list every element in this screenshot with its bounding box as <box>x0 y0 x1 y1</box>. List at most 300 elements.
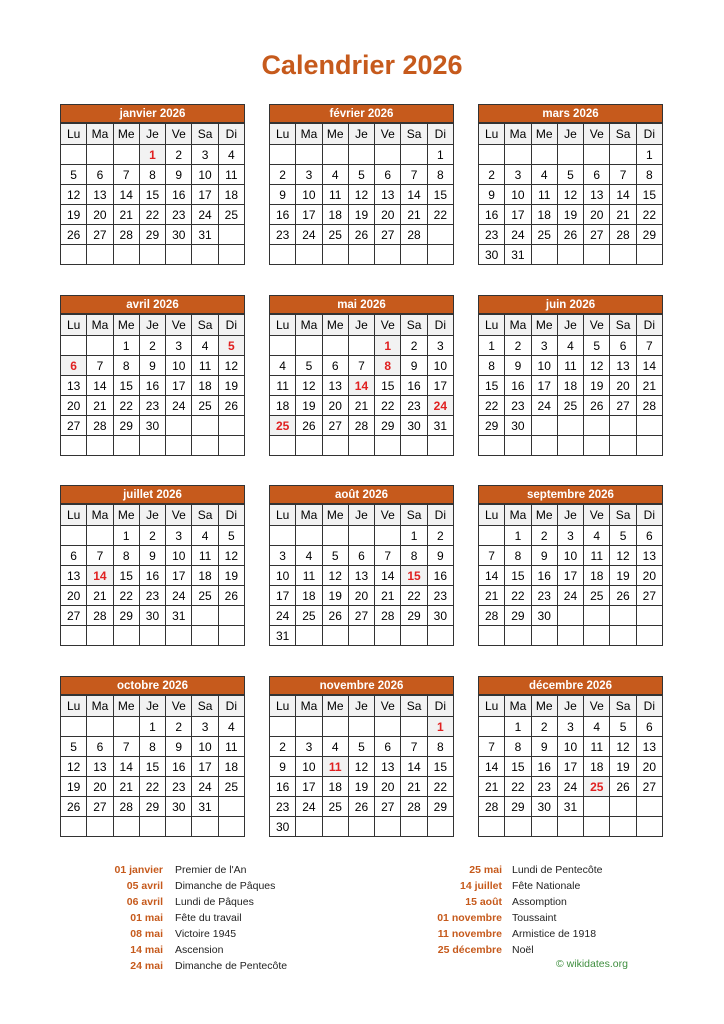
day-cell: 10 <box>270 566 296 586</box>
day-cell: 13 <box>636 737 662 757</box>
day-cell: 31 <box>166 606 192 626</box>
empty-day-cell <box>610 416 636 436</box>
empty-day-cell <box>557 436 583 456</box>
weekday-label: Je <box>139 696 165 717</box>
day-cell: 7 <box>610 165 636 185</box>
day-cell: 1 <box>479 336 505 356</box>
day-cell: 3 <box>427 336 453 356</box>
empty-day-cell <box>427 817 453 837</box>
day-cell: 22 <box>113 586 139 606</box>
day-cell: 6 <box>322 356 348 376</box>
day-cell: 2 <box>505 336 531 356</box>
day-cell: 20 <box>87 777 113 797</box>
day-cell: 3 <box>557 526 583 546</box>
holiday-row <box>0 862 362 878</box>
weekday-label: Sa <box>192 696 218 717</box>
holiday-date: 08 mai <box>130 928 163 940</box>
empty-day-cell <box>610 817 636 837</box>
day-cell: 26 <box>61 225 87 245</box>
day-cell: 13 <box>584 185 610 205</box>
day-cell: 8 <box>401 546 427 566</box>
day-cell: 14 <box>401 185 427 205</box>
empty-day-cell <box>427 225 453 245</box>
day-cell: 16 <box>427 566 453 586</box>
day-cell: 12 <box>610 737 636 757</box>
day-cell: 17 <box>531 376 557 396</box>
empty-day-cell <box>139 817 165 837</box>
day-cell: 22 <box>479 396 505 416</box>
empty-day-cell <box>557 145 583 165</box>
day-cell: 13 <box>87 757 113 777</box>
day-cell: 25 <box>192 586 218 606</box>
empty-day-cell <box>192 436 218 456</box>
empty-day-cell <box>270 336 296 356</box>
day-cell: 9 <box>166 165 192 185</box>
empty-day-cell <box>401 817 427 837</box>
weekday-label: Me <box>531 696 557 717</box>
day-cell: 4 <box>192 336 218 356</box>
day-cell: 22 <box>113 396 139 416</box>
day-cell: 12 <box>322 566 348 586</box>
month-header: février 2026 <box>269 104 454 123</box>
day-cell: 27 <box>584 225 610 245</box>
day-cell: 20 <box>348 586 374 606</box>
holiday-day-cell: 1 <box>139 145 165 165</box>
empty-day-cell <box>296 717 322 737</box>
month-8 <box>478 485 663 646</box>
day-cell: 29 <box>113 416 139 436</box>
weekday-label: Ma <box>296 315 322 336</box>
day-cell: 22 <box>375 396 401 416</box>
empty-day-cell <box>192 626 218 646</box>
day-cell: 5 <box>348 165 374 185</box>
month-0 <box>60 104 245 265</box>
empty-day-cell <box>166 436 192 456</box>
day-cell: 20 <box>322 396 348 416</box>
day-cell: 1 <box>636 145 662 165</box>
day-cell: 16 <box>270 205 296 225</box>
day-cell: 29 <box>427 797 453 817</box>
day-cell: 12 <box>218 356 244 376</box>
day-cell: 17 <box>427 376 453 396</box>
holidays-list-right <box>362 862 724 958</box>
day-cell: 7 <box>636 336 662 356</box>
empty-day-cell <box>218 626 244 646</box>
month-10 <box>269 676 454 837</box>
empty-day-cell <box>610 606 636 626</box>
holiday-row <box>0 910 362 926</box>
holiday-name: Dimanche de Pâques <box>175 880 276 892</box>
day-cell: 16 <box>166 757 192 777</box>
holiday-name: Fête du travail <box>175 912 242 924</box>
day-cell: 20 <box>610 376 636 396</box>
day-cell: 28 <box>636 396 662 416</box>
day-cell: 25 <box>531 225 557 245</box>
weekday-label: Lu <box>479 124 505 145</box>
month-header: janvier 2026 <box>60 104 245 123</box>
weekday-label: Ma <box>87 124 113 145</box>
day-cell: 19 <box>610 757 636 777</box>
empty-day-cell <box>87 717 113 737</box>
weekday-label: Sa <box>192 505 218 526</box>
empty-day-cell <box>61 336 87 356</box>
empty-day-cell <box>296 436 322 456</box>
empty-day-cell <box>557 817 583 837</box>
day-cell: 26 <box>218 586 244 606</box>
month-header: octobre 2026 <box>60 676 245 695</box>
day-cell: 31 <box>192 797 218 817</box>
day-cell: 24 <box>192 777 218 797</box>
empty-day-cell <box>87 817 113 837</box>
day-cell: 21 <box>401 205 427 225</box>
empty-day-cell <box>192 606 218 626</box>
day-cell: 26 <box>322 606 348 626</box>
empty-day-cell <box>427 626 453 646</box>
holiday-day-cell: 25 <box>584 777 610 797</box>
weekday-label: Me <box>322 315 348 336</box>
weekday-label: Ve <box>375 696 401 717</box>
weekday-label: Sa <box>401 315 427 336</box>
day-cell: 6 <box>375 165 401 185</box>
empty-day-cell <box>348 336 374 356</box>
weekday-label: Ve <box>584 124 610 145</box>
weekday-label: Sa <box>192 315 218 336</box>
empty-day-cell <box>296 526 322 546</box>
day-cell: 5 <box>557 165 583 185</box>
empty-day-cell <box>139 245 165 265</box>
day-cell: 16 <box>270 777 296 797</box>
empty-day-cell <box>479 436 505 456</box>
weekday-label: Je <box>348 315 374 336</box>
day-cell: 9 <box>401 356 427 376</box>
day-cell: 15 <box>505 757 531 777</box>
day-cell: 7 <box>87 546 113 566</box>
empty-day-cell <box>401 245 427 265</box>
weekday-label: Lu <box>61 505 87 526</box>
holiday-name: Premier de l'An <box>175 864 247 876</box>
day-cell: 25 <box>192 396 218 416</box>
day-cell: 23 <box>505 396 531 416</box>
day-cell: 6 <box>584 165 610 185</box>
weekday-label: Di <box>636 124 662 145</box>
holiday-date: 01 janvier <box>114 864 163 876</box>
empty-day-cell <box>270 245 296 265</box>
holiday-day-cell: 8 <box>375 356 401 376</box>
day-cell: 3 <box>557 717 583 737</box>
empty-day-cell <box>166 626 192 646</box>
day-cell: 6 <box>636 526 662 546</box>
weekday-label: Ma <box>505 696 531 717</box>
day-cell: 8 <box>139 737 165 757</box>
day-cell: 1 <box>505 526 531 546</box>
empty-day-cell <box>375 245 401 265</box>
empty-day-cell <box>322 145 348 165</box>
day-cell: 13 <box>375 757 401 777</box>
day-cell: 14 <box>375 566 401 586</box>
holiday-day-cell: 24 <box>427 396 453 416</box>
day-cell: 2 <box>401 336 427 356</box>
day-cell: 16 <box>505 376 531 396</box>
holiday-row <box>362 894 724 910</box>
day-cell: 18 <box>531 205 557 225</box>
day-cell: 27 <box>610 396 636 416</box>
month-header: mai 2026 <box>269 295 454 314</box>
day-cell: 23 <box>139 396 165 416</box>
weekday-label: Me <box>531 505 557 526</box>
day-cell: 14 <box>479 757 505 777</box>
day-cell: 24 <box>531 396 557 416</box>
weekday-label: Sa <box>610 696 636 717</box>
holiday-date: 25 décembre <box>437 944 502 956</box>
day-cell: 26 <box>296 416 322 436</box>
day-cell: 20 <box>584 205 610 225</box>
day-cell: 22 <box>636 205 662 225</box>
day-cell: 25 <box>218 777 244 797</box>
day-cell: 29 <box>505 606 531 626</box>
weekday-label: Ma <box>296 696 322 717</box>
empty-day-cell <box>531 817 557 837</box>
empty-day-cell <box>139 626 165 646</box>
day-cell: 4 <box>322 165 348 185</box>
day-cell: 22 <box>505 777 531 797</box>
day-cell: 28 <box>87 416 113 436</box>
month-9 <box>60 676 245 837</box>
holiday-name: Armistice de 1918 <box>512 928 597 940</box>
weekday-label: Ve <box>584 505 610 526</box>
holiday-row <box>0 942 362 958</box>
weekday-label: Me <box>113 696 139 717</box>
day-cell: 19 <box>322 586 348 606</box>
weekday-label: Sa <box>401 124 427 145</box>
day-cell: 27 <box>375 225 401 245</box>
weekday-label: Di <box>218 124 244 145</box>
day-cell: 26 <box>584 396 610 416</box>
day-cell: 21 <box>87 586 113 606</box>
weekday-label: Ma <box>87 315 113 336</box>
day-cell: 25 <box>557 396 583 416</box>
empty-day-cell <box>166 817 192 837</box>
day-cell: 26 <box>348 225 374 245</box>
empty-day-cell <box>375 717 401 737</box>
day-cell: 3 <box>296 737 322 757</box>
empty-day-cell <box>113 145 139 165</box>
day-cell: 15 <box>479 376 505 396</box>
weekday-label: Sa <box>401 505 427 526</box>
day-cell: 23 <box>427 586 453 606</box>
holiday-name: Noël <box>512 944 534 956</box>
day-cell: 15 <box>636 185 662 205</box>
day-cell: 18 <box>192 376 218 396</box>
day-cell: 21 <box>113 205 139 225</box>
day-cell: 29 <box>375 416 401 436</box>
empty-day-cell <box>375 145 401 165</box>
weekday-label: Sa <box>610 124 636 145</box>
empty-day-cell <box>61 245 87 265</box>
day-cell: 24 <box>296 225 322 245</box>
day-cell: 13 <box>348 566 374 586</box>
holiday-day-cell: 14 <box>87 566 113 586</box>
day-cell: 15 <box>139 185 165 205</box>
weekday-label: Sa <box>192 124 218 145</box>
day-cell: 6 <box>375 737 401 757</box>
weekday-label: Me <box>531 124 557 145</box>
day-cell: 21 <box>401 777 427 797</box>
day-cell: 5 <box>61 165 87 185</box>
empty-day-cell <box>296 626 322 646</box>
weekday-label: Lu <box>61 696 87 717</box>
day-cell: 29 <box>505 797 531 817</box>
day-cell: 18 <box>322 777 348 797</box>
day-cell: 10 <box>505 185 531 205</box>
empty-day-cell <box>296 336 322 356</box>
day-cell: 15 <box>113 566 139 586</box>
empty-day-cell <box>401 626 427 646</box>
day-cell: 8 <box>139 165 165 185</box>
day-cell: 7 <box>375 546 401 566</box>
day-cell: 27 <box>348 606 374 626</box>
day-cell: 18 <box>270 396 296 416</box>
day-cell: 4 <box>192 526 218 546</box>
day-cell: 3 <box>296 165 322 185</box>
day-cell: 24 <box>296 797 322 817</box>
day-cell: 13 <box>610 356 636 376</box>
holiday-date: 15 août <box>465 896 502 908</box>
weekday-label: Me <box>322 696 348 717</box>
weekday-label: Me <box>113 124 139 145</box>
day-cell: 19 <box>218 376 244 396</box>
day-cell: 6 <box>348 546 374 566</box>
empty-day-cell <box>636 606 662 626</box>
empty-day-cell <box>610 145 636 165</box>
day-cell: 25 <box>296 606 322 626</box>
weekday-label: Je <box>348 696 374 717</box>
weekday-label: Lu <box>61 124 87 145</box>
day-cell: 25 <box>584 586 610 606</box>
empty-day-cell <box>531 626 557 646</box>
holiday-day-cell: 15 <box>401 566 427 586</box>
holiday-date: 14 mai <box>130 944 163 956</box>
month-header: août 2026 <box>269 485 454 504</box>
holiday-name: Lundi de Pentecôte <box>512 864 603 876</box>
day-cell: 9 <box>427 546 453 566</box>
day-cell: 11 <box>584 546 610 566</box>
day-cell: 23 <box>531 586 557 606</box>
day-cell: 3 <box>270 546 296 566</box>
day-cell: 18 <box>218 757 244 777</box>
day-cell: 10 <box>192 165 218 185</box>
holiday-day-cell: 1 <box>375 336 401 356</box>
day-cell: 27 <box>375 797 401 817</box>
empty-day-cell <box>584 245 610 265</box>
empty-day-cell <box>584 145 610 165</box>
weekday-label: Sa <box>610 505 636 526</box>
weekday-label: Di <box>636 696 662 717</box>
day-cell: 7 <box>348 356 374 376</box>
holiday-date: 01 novembre <box>437 912 502 924</box>
day-cell: 30 <box>505 416 531 436</box>
weekday-label: Je <box>557 505 583 526</box>
empty-day-cell <box>401 145 427 165</box>
day-cell: 30 <box>479 245 505 265</box>
day-cell: 9 <box>139 356 165 376</box>
weekday-label: Me <box>113 505 139 526</box>
weekday-label: Sa <box>401 696 427 717</box>
empty-day-cell <box>192 416 218 436</box>
weekday-label: Ma <box>87 696 113 717</box>
day-cell: 23 <box>401 396 427 416</box>
day-cell: 27 <box>636 777 662 797</box>
day-cell: 12 <box>610 546 636 566</box>
day-cell: 5 <box>348 737 374 757</box>
day-cell: 3 <box>166 526 192 546</box>
empty-day-cell <box>531 245 557 265</box>
day-cell: 5 <box>218 526 244 546</box>
empty-day-cell <box>61 626 87 646</box>
empty-day-cell <box>531 416 557 436</box>
day-cell: 12 <box>348 757 374 777</box>
day-cell: 16 <box>531 757 557 777</box>
day-cell: 31 <box>557 797 583 817</box>
day-cell: 13 <box>87 185 113 205</box>
day-cell: 6 <box>87 165 113 185</box>
day-cell: 5 <box>61 737 87 757</box>
day-cell: 17 <box>505 205 531 225</box>
day-cell: 11 <box>192 356 218 376</box>
day-cell: 10 <box>166 356 192 376</box>
weekday-label: Di <box>218 696 244 717</box>
day-cell: 14 <box>401 757 427 777</box>
weekday-label: Lu <box>270 124 296 145</box>
weekday-label: Je <box>557 124 583 145</box>
day-cell: 9 <box>531 737 557 757</box>
weekday-label: Ma <box>296 505 322 526</box>
day-cell: 6 <box>61 546 87 566</box>
empty-day-cell <box>584 436 610 456</box>
day-cell: 12 <box>218 546 244 566</box>
day-cell: 22 <box>139 777 165 797</box>
empty-day-cell <box>218 245 244 265</box>
holiday-row <box>362 942 724 958</box>
empty-day-cell <box>348 717 374 737</box>
empty-day-cell <box>584 626 610 646</box>
day-cell: 17 <box>192 185 218 205</box>
empty-day-cell <box>192 817 218 837</box>
day-cell: 30 <box>139 606 165 626</box>
day-cell: 19 <box>348 205 374 225</box>
day-cell: 11 <box>557 356 583 376</box>
empty-day-cell <box>348 245 374 265</box>
day-cell: 11 <box>531 185 557 205</box>
holiday-date: 25 mai <box>469 864 502 876</box>
day-cell: 17 <box>296 205 322 225</box>
day-cell: 8 <box>636 165 662 185</box>
weekday-label: Ve <box>166 315 192 336</box>
holiday-date: 01 mai <box>130 912 163 924</box>
empty-day-cell <box>531 145 557 165</box>
day-cell: 23 <box>479 225 505 245</box>
day-cell: 21 <box>87 396 113 416</box>
day-cell: 7 <box>401 165 427 185</box>
day-cell: 17 <box>192 757 218 777</box>
empty-day-cell <box>505 626 531 646</box>
day-cell: 8 <box>505 546 531 566</box>
weekday-label: Di <box>636 505 662 526</box>
day-cell: 23 <box>270 797 296 817</box>
day-cell: 23 <box>166 205 192 225</box>
day-cell: 17 <box>270 586 296 606</box>
day-cell: 23 <box>166 777 192 797</box>
empty-day-cell <box>322 245 348 265</box>
